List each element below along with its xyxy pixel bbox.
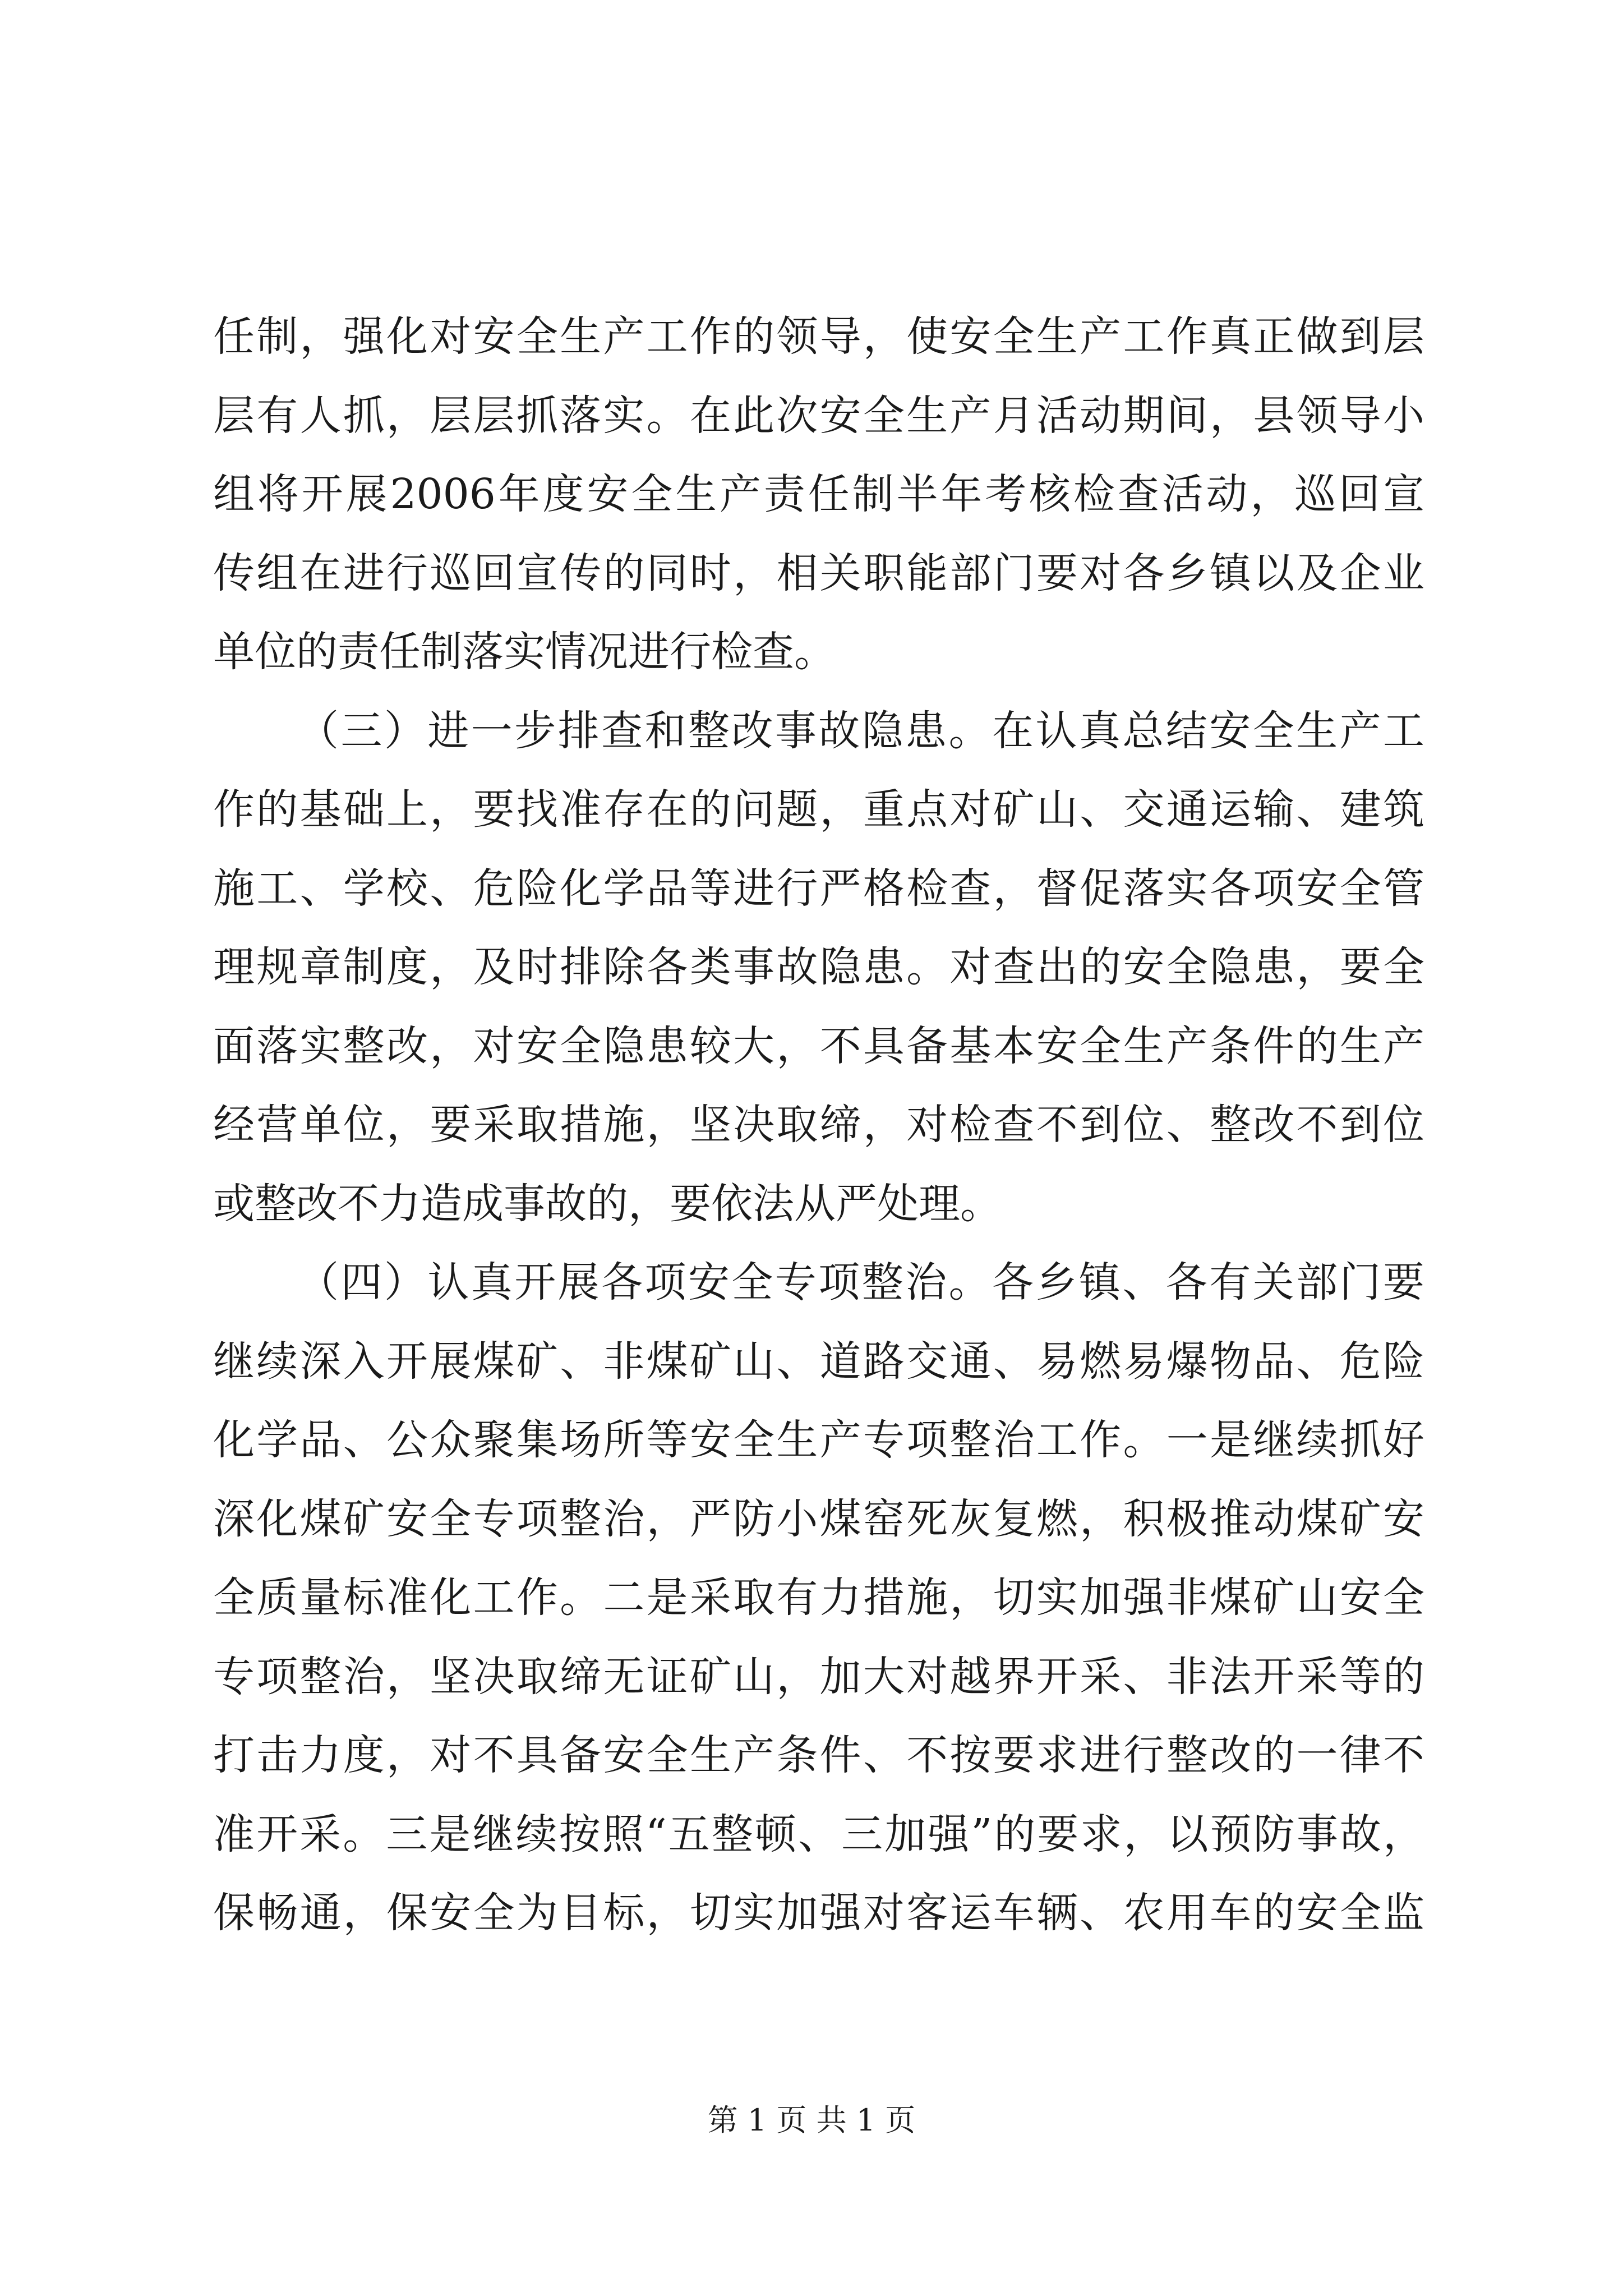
text-line: 理规章制度，及时排除各类事故隐患。对查出的安全隐患，要全 [213,943,1424,991]
page-number-footer: 第 1 页 共 1 页 [707,2102,916,2138]
text-line: 准开采。三是继续按照“五整顿、三加强”的要求，以预防事故， [213,1810,1424,1858]
text-line: 作的基础上，要找准存在的问题，重点对矿山、交通运输、建筑 [213,785,1424,834]
text-line: 组将开展2006年度安全生产责任制半年考核检查活动，巡回宣 [213,470,1424,518]
text-line: 单位的责任制落实情况进行检查。 [213,628,836,676]
text-line: 传组在进行巡回宣传的同时，相关职能部门要对各乡镇以及企业 [213,549,1424,597]
text-line: 深化煤矿安全专项整治，严防小煤窑死灰复燃，积极推动煤矿安 [213,1494,1424,1543]
text-line: 继续深入开展煤矿、非煤矿山、道路交通、易燃易爆物品、危险 [213,1337,1424,1386]
text-line: 化学品、公众聚集场所等安全生产专项整治工作。一是继续抓好 [213,1416,1424,1464]
text-line: 或整改不力造成事故的，要依法从严处理。 [213,1179,1002,1228]
text-line: 层有人抓，层层抓落实。在此次安全生产月活动期间，县领导小 [213,391,1424,440]
text-line: 打击力度，对不具备安全生产条件、不按要求进行整改的一律不 [213,1731,1424,1779]
section-heading-line: （三）进一步排查和整改事故隐患。在认真总结安全生产工 [297,706,1424,755]
text-line: 经营单位，要采取措施，坚决取缔，对检查不到位、整改不到位 [213,1101,1424,1149]
text-line: 面落实整改，对安全隐患较大，不具备基本安全生产条件的生产 [213,1022,1424,1070]
text-line: 施工、学校、危险化学品等进行严格检查，督促落实各项安全管 [213,864,1424,913]
section-heading-line: （四）认真开展各项安全专项整治。各乡镇、各有关部门要 [297,1258,1424,1306]
text-line: 专项整治，坚决取缔无证矿山，加大对越界开采、非法开采等的 [213,1652,1424,1701]
text-line: 任制，强化对安全生产工作的领导，使安全生产工作真正做到层 [213,312,1424,361]
text-line: 全质量标准化工作。二是采取有力措施，切实加强非煤矿山安全 [213,1573,1424,1622]
text-line: 保畅通，保安全为目标，切实加强对客运车辆、农用车的安全监 [213,1889,1424,1937]
document-body [213,297,1424,1953]
